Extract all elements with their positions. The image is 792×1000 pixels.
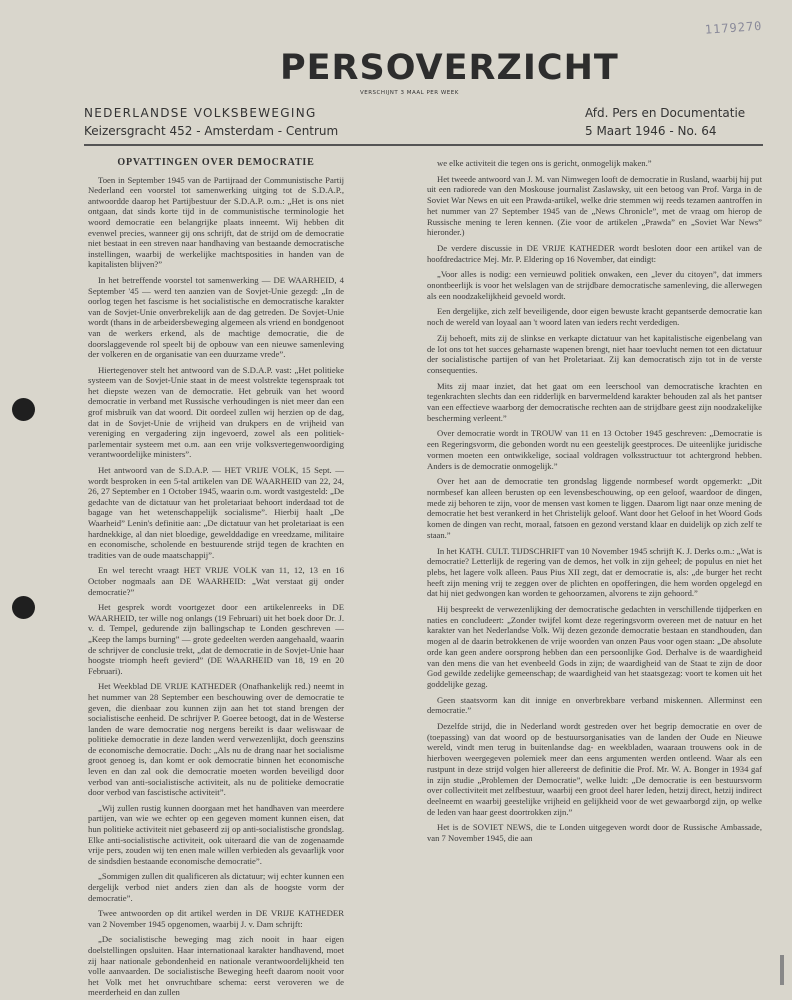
article-paragraph: Het gesprek wordt voortgezet door een artikelenreeks in DE WAARHEID, ter wille nog onlangs (19 Februari) uit het boek door Dr. J. v. d. Tempel, gedurende zijn ballingschap te Londen geschreven — „Keep the lamps burning” — grote gedeelten werden aangehaald, waarin de schrijver de conclusie trekt, „dat de democratie in de Sovjet-Unie haar hoogste triomph heeft gevierd” (DE WAARHEID van 18, 19 en 20 Februari). — [88, 602, 344, 676]
article-right-column — [427, 158, 762, 988]
article-paragraph: Het tweede antwoord van J. M. van Nimwegen looft de democratie in Rusland, waarbij hij put uit een radiorede van den Moskouse journalist Zaslawsky, uit een betoog van Prof. Varga in de Soviet War News en uit een Prawda-artikel, welke drie stemmen wij reeds tezamen aantroffen in het nummer van 27 September 1945 van de „News Chronicle”, met de vraag om hierop de Russische mening te leren kennen. (Zie voor de artikelen „Prawda” en „Soviet War News” hieronder.) — [427, 173, 762, 238]
article-paragraph: In het KATH. CULT. TIJDSCHRIFT van 10 November 1945 schrijft K. J. Derks o.m.: „Wat is democratie? Letterlijk de regering van de demos, het volk in zijn geheel; de populus en niet het plebs, het lagere volk alleen. Paus Pius XII zegt, dat er democratie is, als: „de burger het recht heeft zijn mening vrij te zeggen over de plichten en opofferingen, die hem worden opgelegd en dat hij niet gedwongen kan worden te gehoorzamen, alvorens te zijn gehoord.” — [427, 545, 762, 599]
masthead-subtitle: VERSCHIJNT 3 MAAL PER WEEK — [360, 90, 459, 96]
article-paragraph: Het Weekblad DE VRIJE KATHEDER (Onafhankelijk red.) neemt in het nummer van 28 September een beschouwing over de democratie te geven, die dienbaar zou kunnen zijn aan het tot stand brengen der socialistische eenheid. De schrijver P. Goeree betoogt, dat in de Westerse landen de ware democratie nog nergens bereikt is daar weliswaar de politieke democratie in deze landen werd verwezenlijkt, doch geenszins de economische democratie. Doch: „Als nu de drang naar het socialisme groot genoeg is, dan komt er ook democratie binnen het economische leven en dan zal ook die democratie moeten worden beveiligd door verbod van anti-socialistische activiteit, als nu de politieke democratie door verbod van fascistische activiteit”. — [88, 681, 344, 798]
article-paragraph: Hiertegenover stelt het antwoord van de S.D.A.P. vast: „Het politieke systeem van de Sovjet-Unie staat in de meest volstrekte tegenspraak tot het diepste wezen van de democratie. Het gebruik van het woord democratie in verband met Russische verhoudingen is niet meer dan een grof misbruik van dat woord. Dit oordeel zullen wij herzien op de dag, dat in de Sovjet-Unie de vrijheid van drukpers en de vrijheid van vereniging en vergadering zijn ingevoerd, zowel als een politiek-parlementair systeem met o.m. aan een vrije volksvertegenwoordiging verantwoordelijke ministers”. — [88, 364, 344, 460]
publisher-address: Keizersgracht 452 - Amsterdam - Centrum — [84, 124, 339, 138]
article-paragraph: Over het aan de democratie ten grondslag liggende normbesef wordt opgemerkt: „Dit normbesef kan alleen berusten op een levensbeschouwing, op een geloof, waardoor de dingen, mede zij behoren te zijn, voor de mensen vast komen te liggen. Daarom ligt naar onze mening de democratie het best verankerd in het Christelijk geloof. Want door het Geloof in het Woord Gods komen de dingen van recht, moraal, fatsoen en gezond verstand klaar en duidelijk op zich zelf te staan.” — [427, 476, 762, 540]
article-paragraph: En wel terecht vraagt HET VRIJE VOLK van 11, 12, 13 en 16 October nogmaals aan DE WAARHEID: „Wat verstaat gij onder democratie?” — [88, 565, 344, 597]
handwritten-reference-number: 1179270 — [704, 18, 763, 37]
article-paragraph: De verdere discussie in DE VRIJE KATHEDER wordt besloten door een artikel van de hoofdredactrice Mej. Mr. P. Eldering op 16 November, dat eindigt: — [427, 242, 762, 264]
article-heading: OPVATTINGEN OVER DEMOCRATIE — [117, 157, 315, 168]
department: Afd. Pers en Documentatie — [585, 106, 746, 120]
article-paragraph: Hij bespreekt de verwezenlijking der democratische gedachten in verschillende tijdperken en naties en concludeert: „Zonder twijfel komt deze regeringsvorm overeen met de natuur en het karakter van het Nederlandse Volk. Wij dezen gezonde democratie bestaan en standhouden, dan mogen al de daarin betrokkenen de vrije woorden van onzen Paus voor ogen staan: „De absolute orde kan geen andere oorsprong hebben dan een persoonlijke God. Derhalve is de waardigheid van den mens die van het evenbeeld Gods in zijn; de waardigheid van de Staat te zijn de door God gewilde zedelijke gemeenschap; de waardigheid van het staatsgezag: voort te komen uit het goddelijke gezag. — [427, 604, 762, 689]
punch-hole — [12, 398, 35, 421]
article-paragraph: „Voor alles is nodig: een vernieuwd politiek onwaken, een „lever du citoyen”, dat immers onontbeerlijk is voor het welslagen van de strijdbare democratische samenleving, die allerwegen als een noodzakelijkheid gevoeld wordt. — [427, 269, 762, 301]
publisher-name: NEDERLANDSE VOLKSBEWEGING — [84, 106, 317, 120]
article-paragraph: Toen in September 1945 van de Partijraad der Communistische Partij Nederland een voorstel tot samenwerking uitging tot de S.D.A.P., antwoordde daarop het Partijbestuur der S.D.A.P. o.m.: „Het is ons niet ontgaan, dat sinds korte tijd in de communistische terminologie het woord democratie een belangrijke plaats inneemt. Wij hebben dit evenwel precies, wanneer gij ons schrijft, dat de strijd om de democratie niet bestaat in een streven naar handhaving van bestaande democratische instellingen, waarbij de werkelijke machtsposities in handen van de kapitalisten blijven?” — [88, 174, 344, 270]
article-paragraph: In het betreffende voorstel tot samenwerking — DE WAARHEID, 4 September '45 — werd ten aanzien van de Sovjet-Unie gezegd: „In de oorlog tegen het fascisme is het socialistische en democratische karakter van de Sovjet-Unie onverbrekelijk aan de dag getreden. De Sovjet-Unie wordt (thans in de arbeidersbeweging algemeen als vriend en bondgenoot van de werkers erkend, als de machtige democratie, die de doorslaggevende rol speelt bij de opbouw van een nieuwe samenleving der volkeren en de organisatie van een duurzame vrede”. — [88, 274, 344, 360]
article-paragraph: Zij behoeft, mits zij de slinkse en verkapte dictatuur van het kapitalistische eigenbelang van de lot ons tot het succes geharnaste wapenen brengt, niet haar toevlucht nemen tot een dictatuur der socialistische partijen of van het Proletariaat. Zij kan democratisch zijn tot in de verste consequenties. — [427, 332, 762, 375]
article-paragraph: „De socialistische beweging mag zich nooit in haar eigen doelstellingen opsluiten. Haar internationaal karakter handhavend, moet zij haar nationale gebondenheid en nationale verantwoordelijkheid ten volle aanvaarden. De socialistische Beweging heeft daarom nooit voor het Volk met het onvruchtbare schema: eerst veroveren we de meerderheid en dan zullen — [88, 934, 344, 998]
margin-mark — [780, 955, 784, 985]
article-paragraph: „Sommigen zullen dit qualificeren als dictatuur; wij echter kunnen een dergelijk verbod niet anders zien dan als de hoogste vorm der democratie”. — [88, 871, 344, 903]
article-paragraph: Geen staatsvorm kan dit innige en onverbrekbare verband miskennen. Allerminst een democratie.” — [427, 694, 762, 716]
header-divider — [84, 144, 763, 146]
article-paragraph: Het is de SOVIET NEWS, die te Londen uitgegeven wordt door de Russische Ambassade, van 7 November 1945, die aan — [427, 822, 762, 844]
article-paragraph: Het antwoord van de S.D.A.P. — HET VRIJE VOLK, 15 Sept. — wordt besproken in een 5-tal artikelen van DE WAARHEID van 22, 24, 26, 27 September en 1 October 1945, waarin o.m. wordt vastgesteld: „De gedachte van de dictatuur van het proletariaat behoort inderdaad tot de bagage van het wetenschappelijk socialisme”. Hierbij haalt „De Waarheid” Lenin's definitie aan: „De dictatuur van het proletariaat is een hardnekkige, al dan niet bloedige, gewelddadige en vreedzame, militaire en economische, scholende en bestuurende strijd tegen de krachten en tradities van de oude maatschappij”. — [88, 465, 344, 560]
article-paragraph: Mits zij maar inziet, dat het gaat om een leerschool van democratische krachten en tegenkrachten slechts dan een ridderlijk en barvermeldend karakter behouden zal als het pantser van een effectieve waarborg der democratische rechten aan de strijdbare geest zijn noodzakelijke bescherming verleent.” — [427, 380, 762, 423]
article-paragraph: Dezelfde strijd, die in Nederland wordt gestreden over het begrip democratie en over de (toepassing) van dat woord op de bestuursorganisaties van de landen der Oude en Nieuwe wereld, vindt men terug in buitenlandse dag- en weekbladen, waaraan trouwens ook in de hierboven weergegeven polemiek meer dan eens argumenten werden ontleend. Waar als een rustpunt in deze strijd volgen hier allereerst de definitie die Prof. Mr. W. A. Bonger in 1934 gaf in zijn studie „Problemen der Democratie”, welke luidt: „De democratie is een bestuursvorm over collectiviteit met zelfbestuur, waarbij een groot deel harer leden, hetzij direct, hetzij indirect deelneemt en waarbij geestelijke vrijheid en gelijkheid voor de wet gewaarborgd zijn, op welke de leden van haar geest doortrokken zijn.” — [427, 721, 762, 817]
issue-info — [585, 104, 760, 140]
publisher-info — [84, 104, 384, 140]
article-paragraph: Een dergelijke, zich zelf beveiligende, door eigen bewuste kracht gepantserde democratie kan noch de wereld van loyaal aan 't woord laten van ieders recht verdedigen. — [427, 306, 762, 328]
article-paragraph: Twee antwoorden op dit artikel werden in DE VRIJE KATHEDER van 2 November 1945 opgenomen, waarbij J. v. Dam schrijft: — [88, 908, 344, 929]
punch-hole — [12, 596, 35, 619]
article-paragraph: we elke activiteit die tegen ons is gericht, onmogelijk maken.” — [437, 158, 652, 168]
issue-date-number: 5 Maart 1946 - No. 64 — [585, 124, 717, 138]
article-paragraph: „Wij zullen rustig kunnen doorgaan met het handhaven van meerdere partijen, van wie we echter op een gegeven moment kunnen eisen, dat hun politieke activiteit niet gebaseerd zij op anti-socialistische grondslag. Elke anti-socialistische activiteit, ook uiteraard die van de zogenaamde vrije pers, zouden wij ten enen male willen verbieden als gevaarlijk voor de sindsdien bestaande economische democratie”. — [88, 802, 344, 866]
article-left-column — [88, 157, 344, 998]
masthead-title: PERSOVERZICHT — [280, 48, 619, 88]
article-paragraph: Over democratie wordt in TROUW van 11 en 13 October 1945 geschreven: „Democratie is een Regeringsvorm, die gebonden wordt nu een geestelijk geestproces. De uiteenlijke juridische vormen moeten een ontwikkelige, sociaal voldragen volksstructuur tot achtergrond hebben. Anders is de democratie onmogelijk.” — [427, 428, 762, 471]
